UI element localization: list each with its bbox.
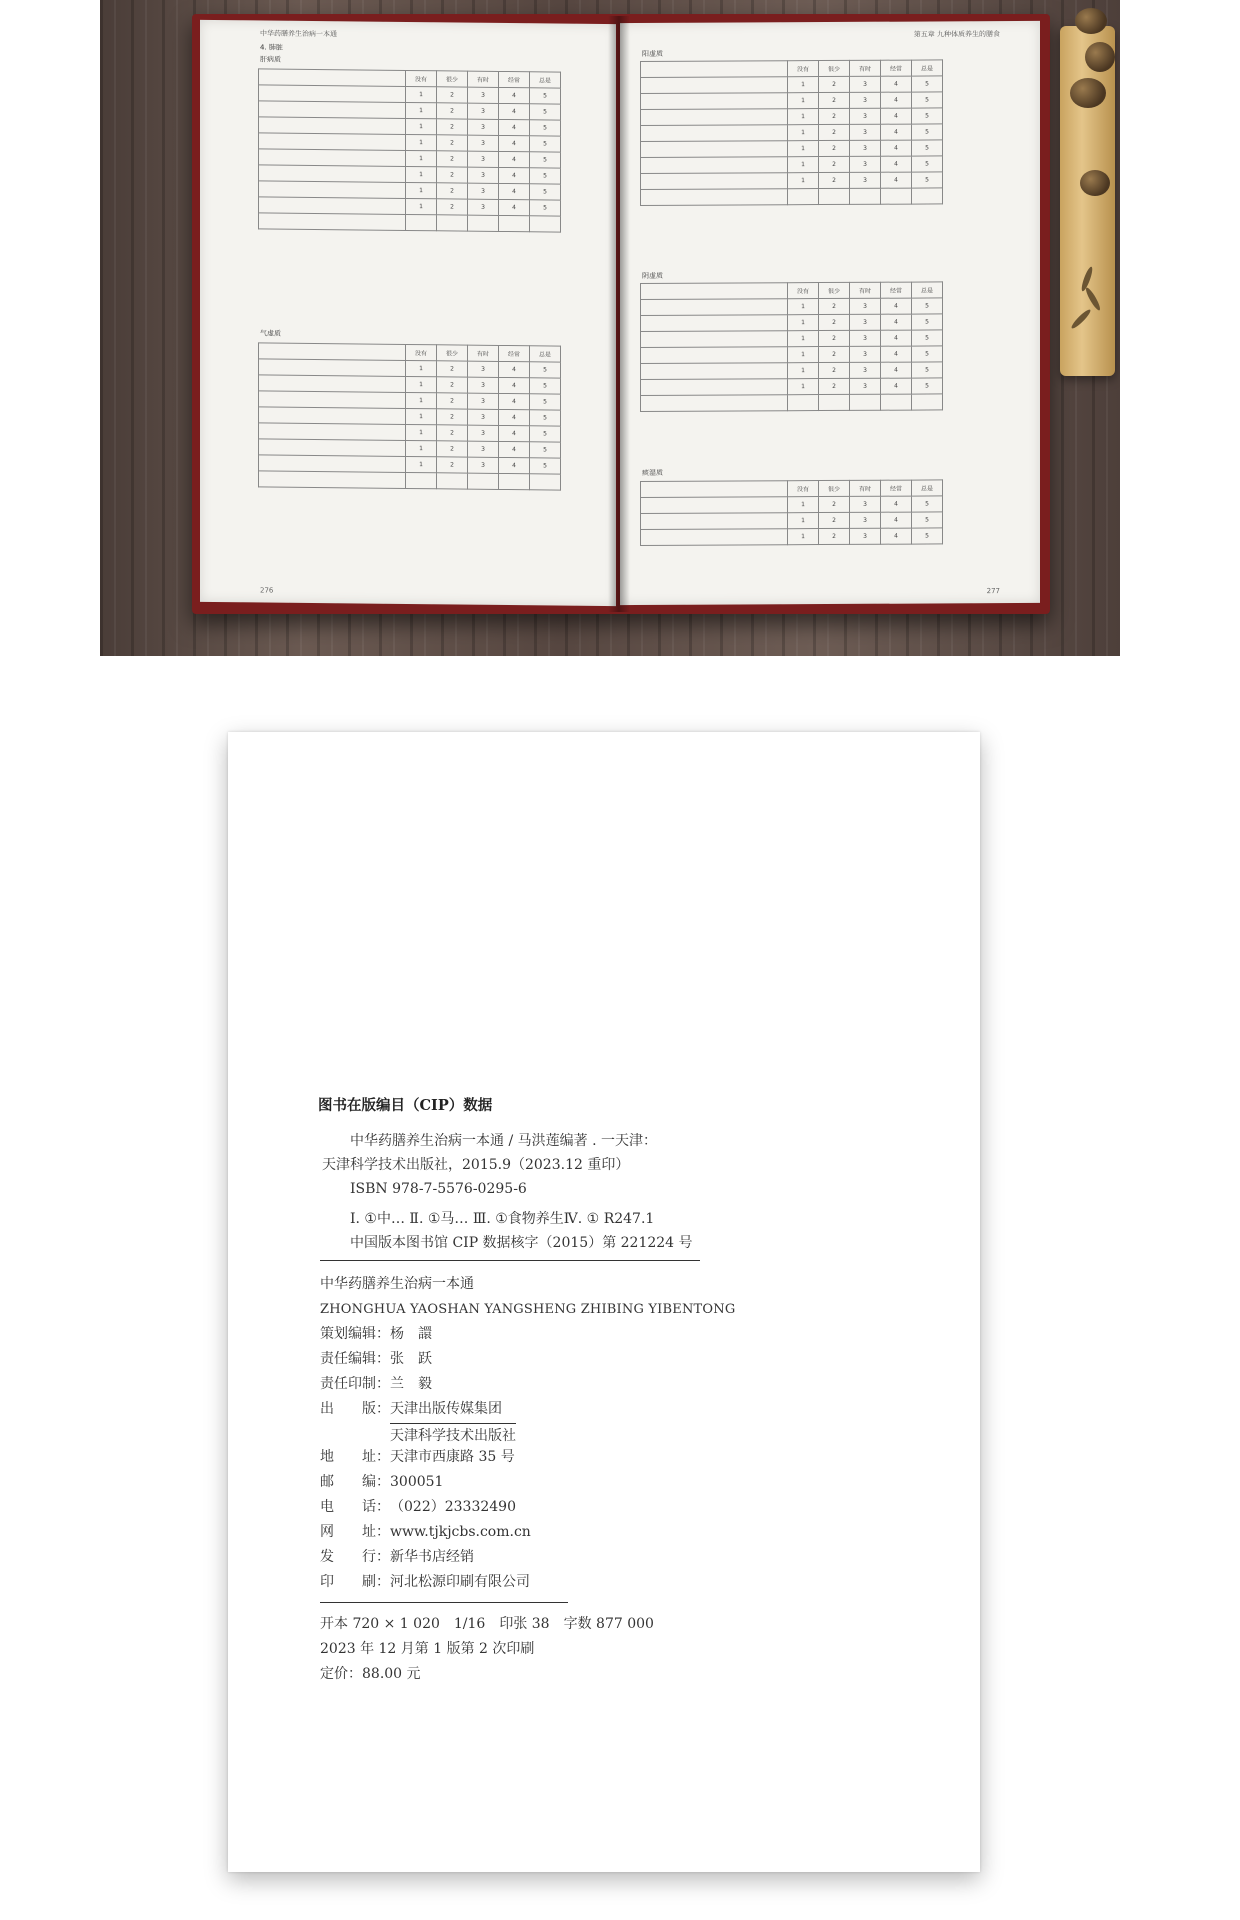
format-line: 开本 720 × 1 020 1/16 印张 38 字数 877 000 [320,1616,654,1632]
bamboo-leaf-icon [1084,286,1102,312]
cell: 2 [819,496,850,512]
cell: 4 [881,108,912,124]
cell: 1 [406,166,437,182]
cell: 3 [468,409,499,425]
cell: 3 [850,528,881,544]
cell: 5 [912,496,943,512]
cell: 4 [881,172,912,188]
col-header: 总是 [530,346,561,362]
col-header: 总是 [912,60,943,76]
cell: 4 [499,409,530,425]
col-header: 有时 [850,60,881,76]
cell: 5 [912,314,943,330]
cell: 5 [912,528,943,544]
postcode-value: 300051 [390,1474,444,1490]
col-header: 有时 [850,480,881,496]
cell: 5 [912,330,943,346]
cell: 4 [881,378,912,394]
cell: 2 [437,457,468,473]
cell: 5 [530,426,561,442]
left-page [200,20,616,606]
cip-title-line: 中华药膳养生治病一本通 / 马洪莲编著 . 一天津： [350,1133,657,1149]
cell: 3 [468,103,499,119]
cell: 3 [850,124,881,140]
printing-row [320,1570,735,1595]
cell: 2 [437,377,468,393]
cell: 4 [499,361,530,377]
cell: 3 [850,346,881,362]
left-subsection-1: 肝病质 [260,55,281,64]
responsible-print-row [320,1372,735,1397]
col-header: 没有 [788,283,819,299]
cell: 1 [788,379,819,395]
left-running-head: 中华药膳养生治病一本通 [260,29,337,39]
cell: 1 [788,363,819,379]
cell: 3 [850,298,881,314]
cell: 3 [850,314,881,330]
cell: 5 [912,378,943,394]
cell: 3 [850,76,881,92]
cell: 5 [912,156,943,172]
cell: 4 [499,135,530,151]
right-table-2 [640,281,943,412]
cell: 1 [406,456,437,472]
cell: 2 [819,92,850,108]
cell: 3 [468,457,499,473]
printing-label: 印 刷： [320,1574,390,1590]
cell: 1 [406,440,437,456]
cell: 3 [468,377,499,393]
right-running-head: 第五章 九种体质养生的膳食 [913,30,1000,39]
cip-classification: Ⅰ. ①中… Ⅱ. ①马… Ⅲ. ①食物养生Ⅳ. ① R247.1 [350,1211,655,1227]
cell: 1 [406,360,437,376]
divider-bottom [320,1602,568,1603]
cell: 1 [788,497,819,513]
cell: 2 [437,441,468,457]
col-header: 有时 [850,282,881,298]
cell: 4 [881,124,912,140]
col-header: 没有 [406,70,437,86]
cell: 4 [499,377,530,393]
left-subsection-2: 气虚质 [260,329,281,338]
cell: 2 [437,393,468,409]
cell: 4 [499,167,530,183]
cell: 5 [912,76,943,92]
col-header: 经常 [499,345,530,361]
cell: 2 [437,425,468,441]
cell: 3 [850,156,881,172]
cell: 2 [819,330,850,346]
cip-number: 中国版本图书馆 CIP 数据核字（2015）第 221224 号 [350,1235,693,1251]
phone-label: 电 话： [320,1499,390,1515]
right-subsection-2: 阴虚质 [642,271,663,280]
right-subsection-3: 痰湿质 [642,468,663,477]
copyright-page [228,732,980,1872]
left-table-1 [258,68,561,232]
cell: 3 [850,140,881,156]
col-header: 很少 [437,71,468,87]
book-title-pinyin: ZHONGHUA YAOSHAN YANGSHENG ZHIBING YIBENTONG [320,1302,736,1317]
cell: 5 [530,120,561,136]
left-table-2 [258,342,561,490]
col-header: 很少 [819,480,850,496]
col-header: 没有 [406,344,437,360]
cell: 1 [406,134,437,150]
cip-publisher-line: 天津科学技术出版社，2015.9（2023.12 重印） [322,1157,630,1173]
col-header: 很少 [819,282,850,298]
edition-line: 2023 年 12 月第 1 版第 2 次印刷 [320,1641,535,1657]
address-value: 天津市西康路 35 号 [390,1449,515,1465]
cell: 3 [468,361,499,377]
cell: 2 [819,528,850,544]
col-header: 总是 [912,480,943,496]
dried-seed-pod [1070,78,1106,108]
cell: 2 [819,314,850,330]
cell: 1 [406,198,437,214]
cell: 2 [437,119,468,135]
cell: 3 [468,87,499,103]
cell: 1 [406,376,437,392]
cell: 5 [530,394,561,410]
cell: 1 [788,93,819,109]
cell: 4 [881,314,912,330]
divider-top [320,1260,700,1261]
cell: 2 [819,172,850,188]
cell: 2 [437,183,468,199]
cell: 2 [819,298,850,314]
cell: 3 [468,135,499,151]
cell: 1 [788,299,819,315]
bamboo-leaf-icon [1070,308,1093,331]
cell: 2 [437,87,468,103]
col-header: 很少 [819,60,850,76]
cell: 4 [499,151,530,167]
cell: 1 [788,347,819,363]
cell: 3 [850,512,881,528]
cell: 1 [406,102,437,118]
cell: 4 [881,76,912,92]
planning-editor-value: 杨 譞 [390,1326,432,1342]
book-info [320,1272,735,1595]
cell: 4 [881,346,912,362]
col-header: 经常 [881,282,912,298]
cell: 4 [499,183,530,199]
cell: 1 [788,109,819,125]
cell: 4 [881,362,912,378]
col-header: 总是 [912,282,943,298]
price-line: 定价：88.00 元 [320,1666,421,1682]
cell: 4 [881,156,912,172]
open-book-photo [100,0,1120,656]
cell: 5 [530,104,561,120]
cell: 5 [530,442,561,458]
col-header: 没有 [788,481,819,497]
cell: 3 [468,167,499,183]
col-header: 有时 [468,71,499,87]
cell: 2 [437,135,468,151]
cell: 3 [468,393,499,409]
cell: 3 [468,425,499,441]
cell: 5 [530,152,561,168]
cell: 2 [819,156,850,172]
cell: 5 [912,346,943,362]
website-row [320,1520,735,1545]
cell: 1 [406,118,437,134]
cell: 2 [437,151,468,167]
publisher-value [390,1397,516,1449]
cell: 1 [788,141,819,157]
cell: 3 [468,441,499,457]
postcode-label: 邮 编： [320,1474,390,1490]
cell: 1 [406,392,437,408]
distribution-row [320,1545,735,1570]
cell: 3 [850,92,881,108]
cell: 2 [437,103,468,119]
cell: 1 [788,157,819,173]
cell: 4 [499,425,530,441]
cell: 4 [499,87,530,103]
col-header: 经常 [881,480,912,496]
cell: 2 [437,409,468,425]
publisher-house: 天津科学技术出版社 [390,1428,516,1444]
cell: 4 [499,441,530,457]
responsible-print-value: 兰 毅 [390,1376,432,1392]
cell: 1 [788,77,819,93]
cell: 2 [437,361,468,377]
publisher-group: 天津出版传媒集团 [390,1397,516,1424]
cell: 1 [788,315,819,331]
cell: 3 [850,378,881,394]
col-header: 没有 [788,61,819,77]
right-table-1 [640,59,943,206]
distribution-label: 发 行： [320,1549,390,1565]
right-page [620,21,1040,605]
website-label: 网 址： [320,1524,390,1540]
cell: 4 [499,457,530,473]
phone-value: （022）23332490 [390,1499,516,1515]
planning-editor-label: 策划编辑： [320,1326,390,1342]
cell: 4 [881,298,912,314]
cell: 1 [788,513,819,529]
postcode-row [320,1470,735,1495]
col-header: 经常 [881,60,912,76]
cell: 4 [499,103,530,119]
cell: 2 [819,108,850,124]
dried-seed-pod [1075,8,1107,34]
cell: 1 [788,125,819,141]
website-value: www.tjkjcbs.com.cn [390,1524,531,1540]
address-label: 地 址： [320,1449,390,1465]
cell: 3 [850,108,881,124]
cell: 1 [788,529,819,545]
right-subsection-1: 阳虚质 [642,49,663,58]
cell: 5 [912,92,943,108]
left-section-label: 4. 肺脏 [260,43,283,52]
cell: 1 [406,408,437,424]
responsible-editor-value: 张 跃 [390,1351,432,1367]
cell: 5 [912,172,943,188]
cell: 5 [912,108,943,124]
right-page-number: 277 [986,587,1000,596]
cell: 2 [437,167,468,183]
responsible-editor-label: 责任编辑： [320,1351,390,1367]
dried-seed-pod [1085,42,1115,72]
cell: 2 [819,76,850,92]
publisher-row [320,1397,735,1445]
col-header: 经常 [499,71,530,87]
cell: 5 [530,168,561,184]
cell: 1 [406,150,437,166]
cell: 2 [819,124,850,140]
right-table-3 [640,479,943,546]
cell: 4 [881,528,912,544]
book-title-cn: 中华药膳养生治病一本通 [320,1276,474,1292]
cell: 3 [468,183,499,199]
responsible-editor-row [320,1347,735,1372]
cell: 5 [530,362,561,378]
cip-block [318,1094,718,1255]
cip-heading: 图书在版编目（CIP）数据 [318,1097,493,1114]
cell: 5 [530,410,561,426]
cell: 5 [530,184,561,200]
cell: 4 [881,330,912,346]
cell: 3 [850,496,881,512]
cell: 2 [819,512,850,528]
cell: 2 [819,362,850,378]
cell: 4 [499,393,530,409]
cell: 5 [530,378,561,394]
cell: 2 [819,140,850,156]
cell: 4 [881,92,912,108]
col-header: 有时 [468,345,499,361]
publisher-label: 出 版： [320,1401,390,1417]
cell: 3 [850,362,881,378]
cell: 5 [530,200,561,216]
cell: 5 [912,140,943,156]
cell: 4 [881,496,912,512]
cell: 5 [912,512,943,528]
cell: 5 [912,124,943,140]
address-row [320,1445,735,1470]
book-gutter [608,16,630,612]
responsible-print-label: 责任印制： [320,1376,390,1392]
cell: 1 [788,173,819,189]
cip-isbn: ISBN 978-7-5576-0295-6 [350,1181,527,1197]
cell: 2 [819,378,850,394]
cell: 1 [406,424,437,440]
cell: 3 [468,199,499,215]
col-header: 很少 [437,345,468,361]
phone-row [320,1495,735,1520]
cell: 5 [912,362,943,378]
left-page-number: 276 [260,586,274,595]
distribution-value: 新华书店经销 [390,1549,474,1565]
cell: 3 [468,119,499,135]
cell: 4 [881,140,912,156]
print-info [320,1612,654,1687]
cell: 4 [499,199,530,215]
dried-seed-pod [1080,170,1110,196]
col-header: 总是 [530,72,561,88]
cell: 3 [850,172,881,188]
cell: 4 [881,512,912,528]
cell: 3 [850,330,881,346]
cell: 1 [406,86,437,102]
cell: 1 [788,331,819,347]
cell: 2 [819,346,850,362]
cell: 2 [437,199,468,215]
cell: 5 [912,298,943,314]
printing-value: 河北松源印刷有限公司 [390,1574,530,1590]
cell: 5 [530,88,561,104]
cell: 4 [499,119,530,135]
cell: 3 [468,151,499,167]
cell: 5 [530,458,561,474]
planning-editor-row [320,1322,735,1347]
cell: 1 [406,182,437,198]
cell: 5 [530,136,561,152]
